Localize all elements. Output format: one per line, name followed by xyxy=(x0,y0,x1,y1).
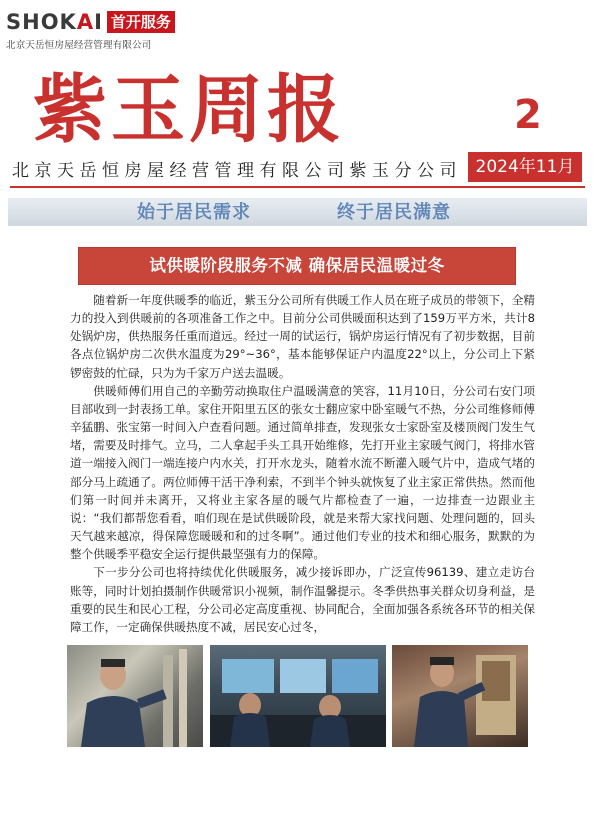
article-paragraph: 下一步分公司也将持续优化供暖服务，减少接诉即办，广泛宣传96139、建立走访台账等，同时计划拍摄制作供暖常识小视频，制作温馨提示。冬季供热事关群众切身利益，是重要的民生和民心工程，分公司必定高度重视、协同配合，全面加强各系统各环节的相关保障工作，一定确保供暖热度不减，居民安心过冬， xyxy=(70,565,535,634)
issue-number: 2 xyxy=(514,92,542,138)
article-paragraph: 随着新一年度供暖季的临近，紫玉分公司所有供暖工作人员在班子成员的带领下，全精力的投入到供暖前的各项准备工作之中。目前分公司供暖面积达到了159万平方米，共计8处锅炉房，供热服务任重而道远。经过一周的试运行，锅炉房运行情况有了初步数据，目前各点位锅炉房二次供水温度为29°~36°，基本能够保证户内温度22°以上，分公司上下紧锣密鼓的忙碌，只为为千家万户送去温暖。 xyxy=(70,293,535,380)
photo-technician-checking-radiator xyxy=(392,645,528,747)
article-body xyxy=(70,291,535,636)
slogan-bar xyxy=(8,198,587,226)
logo-wordmark: SHOKAI xyxy=(6,10,103,34)
logo-service-label: 首开服务 xyxy=(107,11,175,33)
company-logo xyxy=(6,10,190,50)
header-divider xyxy=(10,186,585,188)
article-headline: 试供暖阶段服务不减 确保居民温暖过冬 xyxy=(78,247,516,285)
article-paragraph: 供暖师傅们用自己的辛勤劳动换取住户温暖满意的笑容，11月10日，分公司右安门项目部收到一封表扬工单。家住开阳里五区的张女士翻应家中卧室暖气不热，分公司维修师傅辛猛鹏、张宝第一时间入户查看问题。通过简单排查，发现张女士家卧室及楼顶阀门发生气堵，需要及时排气。立马，二人拿起手头工具开始维修，先打开业主家暖气阀门，将排水管道一端接入阀门一端连接户内水关，打开水龙头，随着水流不断灌入暖气片中，造成气堵的部分马上疏通了。两位师傅干活干净利索，不到半个钟头就恢复了业主家正常供热。然而他们第一时间并未离开，又将业主家各屋的暖气片都检查了一遍，一边排查一边跟业主说：“我们都帮您看看，咱们现在是试供暖阶段，就是来帮大家找问题、处理问题的，回头天气越来越凉，得保障您暖暖和和的过冬啊”。通过他们专业的技术和细心服务，默默的为整个供暖季平稳安全运行提供最坚强有力的保障。 xyxy=(70,383,535,562)
branch-company-name: 北京天岳恒房屋经营管理有限公司紫玉分公司 xyxy=(12,161,462,181)
issue-date-badge: 2024年11月 xyxy=(468,152,582,182)
newsletter-title: 紫玉周报 xyxy=(33,67,345,153)
photo-boiler-control-room xyxy=(210,645,386,747)
logo-company-name: 北京天岳恒房屋经营管理有限公司 xyxy=(6,40,152,51)
slogan-right: 终于居民满意 xyxy=(337,202,451,223)
slogan-left: 始于居民需求 xyxy=(137,202,251,223)
photo-worker-repairing-pipe xyxy=(67,645,203,747)
